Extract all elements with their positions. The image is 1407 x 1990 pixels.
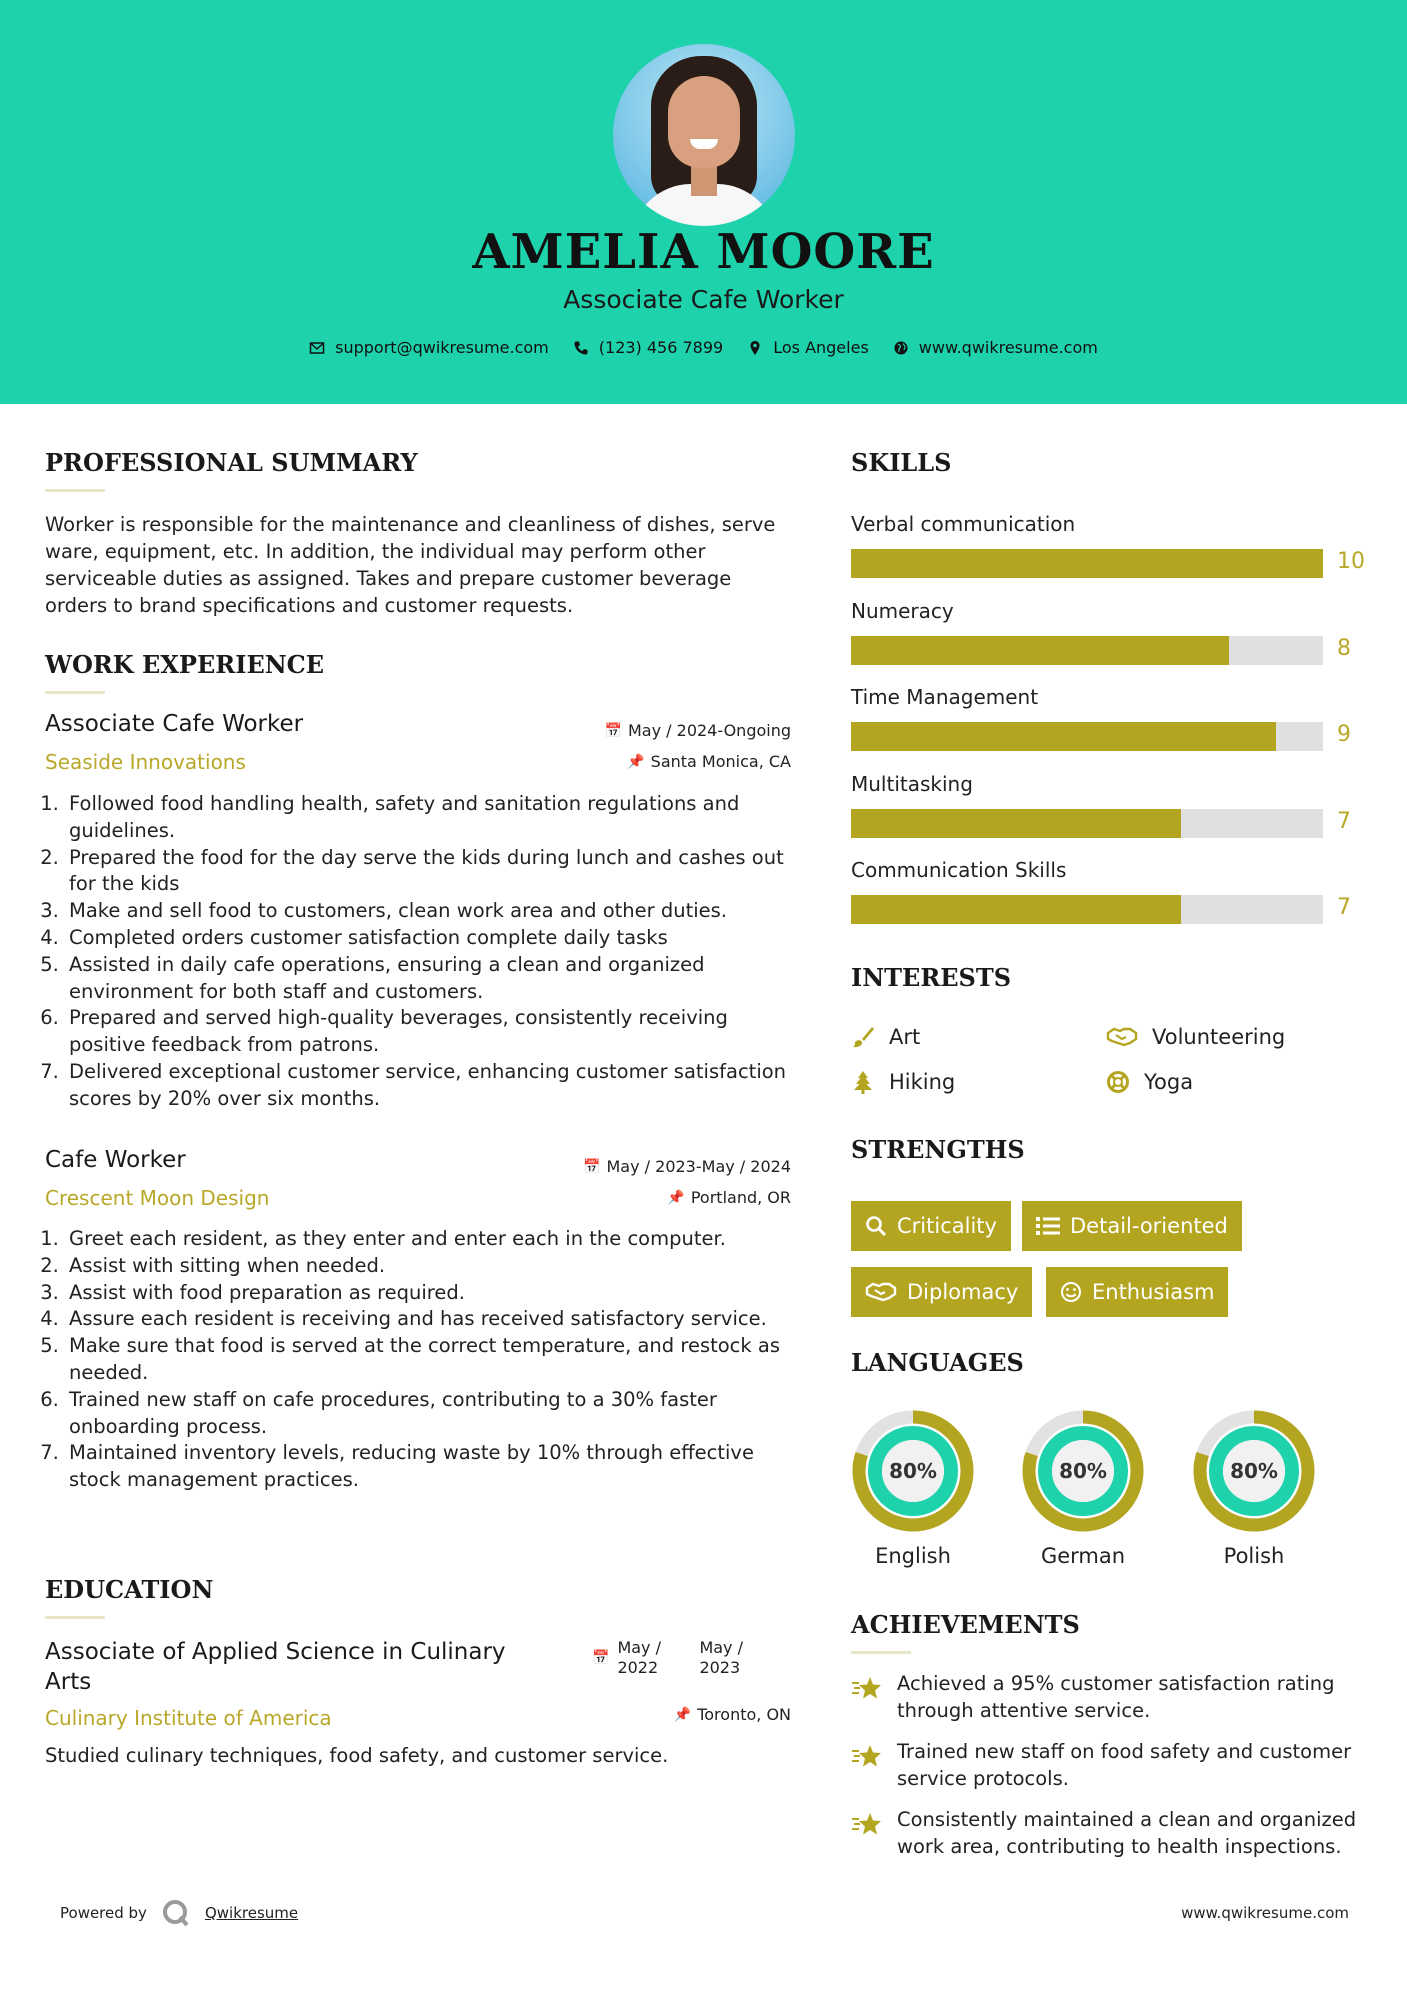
contact-website[interactable] — [893, 338, 1098, 357]
interest-label: Yoga — [1144, 1070, 1194, 1094]
calendar-icon: 📅 — [592, 1650, 610, 1666]
language-donut — [1021, 1409, 1145, 1537]
degree-title — [45, 1637, 506, 1697]
footer-powered-by — [60, 1898, 298, 1928]
brand-link[interactable]: Qwikresume — [204, 1904, 299, 1922]
skill-value: 8 — [1337, 635, 1351, 661]
job-location-text: Santa Monica, CA — [650, 752, 791, 771]
education-location — [480, 1705, 791, 1724]
skill-label: Multitasking — [851, 771, 973, 796]
calendar-icon: 📅 — [583, 1158, 601, 1175]
job-title: Associate Cafe Worker — [45, 711, 304, 737]
job-location-text: Portland, OR — [690, 1188, 791, 1207]
job-duties-list — [45, 1226, 805, 1494]
list-item: 6. Trained new staff on cafe procedures, contributing to a 30% faster onboarding process. — [65, 1387, 805, 1441]
list-item: 1. Followed food handling health, safety and sanitation regulations and guidelines. — [65, 791, 805, 845]
job-location — [480, 752, 791, 771]
tree-icon — [851, 1070, 875, 1094]
list-item: 2. Prepared the food for the day serve the kids during lunch and cashes out for the kids — [65, 845, 805, 899]
job-date-text: May / 2023-May / 2024 — [606, 1157, 791, 1176]
contact-location — [747, 338, 869, 357]
achievement-item — [851, 1670, 1371, 1724]
end-month: May / — [699, 1638, 743, 1657]
skill-bar-fill — [851, 549, 1323, 578]
language-percent: 80% — [1230, 1459, 1278, 1483]
achievement-text: Consistently maintained a clean and organized work area, contributing to health inspections. — [897, 1808, 1357, 1858]
list-item: 1. Greet each resident, as they enter and enter each in the computer. — [65, 1226, 805, 1253]
language-donut — [1192, 1409, 1316, 1537]
list-item: 7. Maintained inventory levels, reducing waste by 10% through effective stock management practices. — [65, 1440, 805, 1494]
strength-chip — [851, 1267, 1032, 1317]
lifebuoy-icon — [1106, 1070, 1130, 1094]
candidate-title: Associate Cafe Worker — [563, 285, 844, 314]
skill-bar — [851, 895, 1323, 924]
candidate-name: AMELIA MOORE — [472, 224, 935, 280]
brush-icon — [851, 1025, 875, 1049]
location-text: Los Angeles — [773, 338, 869, 357]
list-item: 6. Prepared and served high-quality beverages, consistently receiving positive feedback from patrons. — [65, 1005, 805, 1059]
strength-label: Enthusiasm — [1092, 1280, 1215, 1304]
strength-chip — [851, 1201, 1011, 1251]
skill-bar-fill — [851, 809, 1181, 838]
phone-text: (123) 456 7899 — [598, 338, 724, 357]
pushpin-icon: 📌 — [667, 1189, 685, 1206]
skill-label: Verbal communication — [851, 512, 1076, 536]
website-text: www.qwikresume.com — [918, 338, 1098, 357]
skill-label: Communication Skills — [851, 858, 1067, 882]
smile-icon — [1060, 1281, 1082, 1303]
list-item: 5. Make sure that food is served at the correct temperature, and restock as needed. — [65, 1333, 805, 1387]
strength-label: Criticality — [897, 1214, 997, 1238]
skill-bar — [851, 636, 1323, 665]
job-company: Seaside Innovations — [45, 750, 246, 774]
education-dates — [592, 1638, 743, 1678]
qwikresume-logo-icon — [161, 1898, 191, 1928]
interest-item — [851, 1070, 955, 1094]
footer-website[interactable]: www.qwikresume.com — [1181, 1904, 1349, 1922]
job-date-text: May / 2024-Ongoing — [628, 721, 791, 740]
achievements-underline — [851, 1651, 911, 1654]
interest-item — [1106, 1025, 1285, 1049]
experience-heading: WORK EXPERIENCE — [45, 650, 325, 679]
achievement-item — [851, 1806, 1371, 1860]
education-description: Studied culinary techniques, food safety, and customer service. — [45, 1744, 669, 1767]
degree-line-1: Associate of Applied Science in Culinary — [45, 1639, 506, 1665]
end-year: 2023 — [699, 1658, 741, 1677]
education-location-text: Toronto, ON — [697, 1705, 791, 1724]
summary-underline — [45, 489, 105, 492]
summary-heading: PROFESSIONAL SUMMARY — [45, 448, 418, 477]
start-month: May / — [617, 1638, 661, 1657]
language-percent: 80% — [1059, 1459, 1107, 1483]
handshake-icon — [865, 1281, 897, 1303]
list-item: 2. Assist with sitting when needed. — [65, 1253, 805, 1280]
skill-value: 7 — [1337, 895, 1351, 920]
list-item: 4. Completed orders customer satisfaction complete daily tasks — [65, 925, 805, 952]
interest-item — [1106, 1070, 1193, 1094]
strength-label: Detail-oriented — [1070, 1214, 1228, 1238]
list-icon — [1036, 1216, 1060, 1236]
contact-phone[interactable] — [573, 338, 723, 357]
interest-label: Volunteering — [1152, 1025, 1286, 1049]
profile-photo — [613, 44, 795, 226]
email-text: support@qwikresume.com — [335, 338, 549, 357]
skill-label: Numeracy — [851, 598, 954, 623]
star-trophy-icon — [851, 1810, 883, 1840]
education-heading: EDUCATION — [45, 1575, 214, 1604]
start-year: 2022 — [617, 1658, 659, 1677]
interest-label: Art — [889, 1025, 921, 1049]
skill-bar — [851, 809, 1323, 838]
degree-line-2: Arts — [45, 1669, 92, 1695]
map-pin-icon — [747, 340, 763, 356]
list-item: 5. Assisted in daily cafe operations, ensuring a clean and organized environment for both staff and customers. — [65, 952, 805, 1006]
skill-bar-fill — [851, 895, 1181, 924]
achievement-text: Trained new staff on food safety and customer service protocols. — [897, 1740, 1352, 1790]
strength-label: Diplomacy — [907, 1280, 1019, 1304]
job-company: Crescent Moon Design — [45, 1186, 270, 1210]
skill-label: Time Management — [851, 685, 1039, 709]
pushpin-icon: 📌 — [673, 1706, 692, 1723]
language-name: Polish — [1223, 1544, 1285, 1568]
achievements-heading: ACHIEVEMENTS — [851, 1610, 1080, 1639]
experience-underline — [45, 691, 105, 694]
pushpin-icon: 📌 — [627, 753, 645, 770]
skill-value: 9 — [1337, 722, 1351, 747]
strengths-heading: STRENGTHS — [851, 1135, 1025, 1164]
star-trophy-icon — [851, 1674, 883, 1704]
job-title: Cafe Worker — [45, 1147, 186, 1173]
skills-heading: SKILLS — [851, 448, 952, 477]
achievement-text: Achieved a 95% customer satisfaction rating through attentive service. — [897, 1672, 1335, 1722]
skill-value: 10 — [1337, 549, 1365, 574]
education-end — [699, 1638, 743, 1678]
job-location — [480, 1188, 791, 1207]
handshake-icon — [1106, 1025, 1138, 1049]
education-underline — [45, 1616, 105, 1619]
interests-heading: INTERESTS — [851, 963, 1012, 992]
calendar-icon: 📅 — [604, 722, 622, 739]
contact-bar — [0, 338, 1407, 357]
strength-chip — [1022, 1201, 1242, 1251]
search-icon — [865, 1215, 887, 1237]
language-name: German — [1040, 1544, 1126, 1568]
language-donut — [851, 1409, 975, 1537]
list-item: 4. Assure each resident is receiving and has received satisfactory service. — [65, 1306, 805, 1333]
star-trophy-icon — [851, 1742, 883, 1772]
skill-bar — [851, 549, 1323, 578]
job-duties-list — [45, 791, 805, 1113]
language-percent: 80% — [889, 1459, 937, 1483]
skill-value: 7 — [1337, 808, 1351, 834]
skill-bar-fill — [851, 722, 1276, 751]
header-banner — [0, 0, 1407, 404]
skill-bar-fill — [851, 636, 1229, 665]
job-date — [480, 1157, 791, 1176]
list-item: 7. Delivered exceptional customer service, enhancing customer satisfaction scores by 20% over six months. — [65, 1059, 805, 1113]
language-name: English — [875, 1544, 951, 1568]
list-item: 3. Assist with food preparation as required. — [65, 1280, 805, 1307]
interest-label: Hiking — [889, 1070, 956, 1094]
envelope-icon — [309, 340, 325, 356]
education-start — [617, 1638, 691, 1678]
school-name: Culinary Institute of America — [45, 1706, 332, 1730]
languages-heading: LANGUAGES — [851, 1348, 1024, 1377]
achievement-item — [851, 1738, 1371, 1792]
strength-chip — [1046, 1267, 1228, 1317]
job-date — [480, 721, 791, 740]
phone-icon — [573, 340, 589, 356]
list-item: 3. Make and sell food to customers, clean work area and other duties. — [65, 898, 805, 925]
skill-bar — [851, 722, 1323, 751]
interest-item — [851, 1025, 920, 1049]
contact-email[interactable] — [309, 338, 549, 357]
powered-by-text: Powered by — [60, 1904, 147, 1922]
globe-icon — [893, 340, 909, 356]
summary-text: Worker is responsible for the maintenance and cleanliness of dishes, serve ware, equipment, etc. In addition, the individual may perform other serviceable duties as assigned. Takes and prepare customer beverage orders to brand specifications and customer requests. — [45, 513, 776, 617]
